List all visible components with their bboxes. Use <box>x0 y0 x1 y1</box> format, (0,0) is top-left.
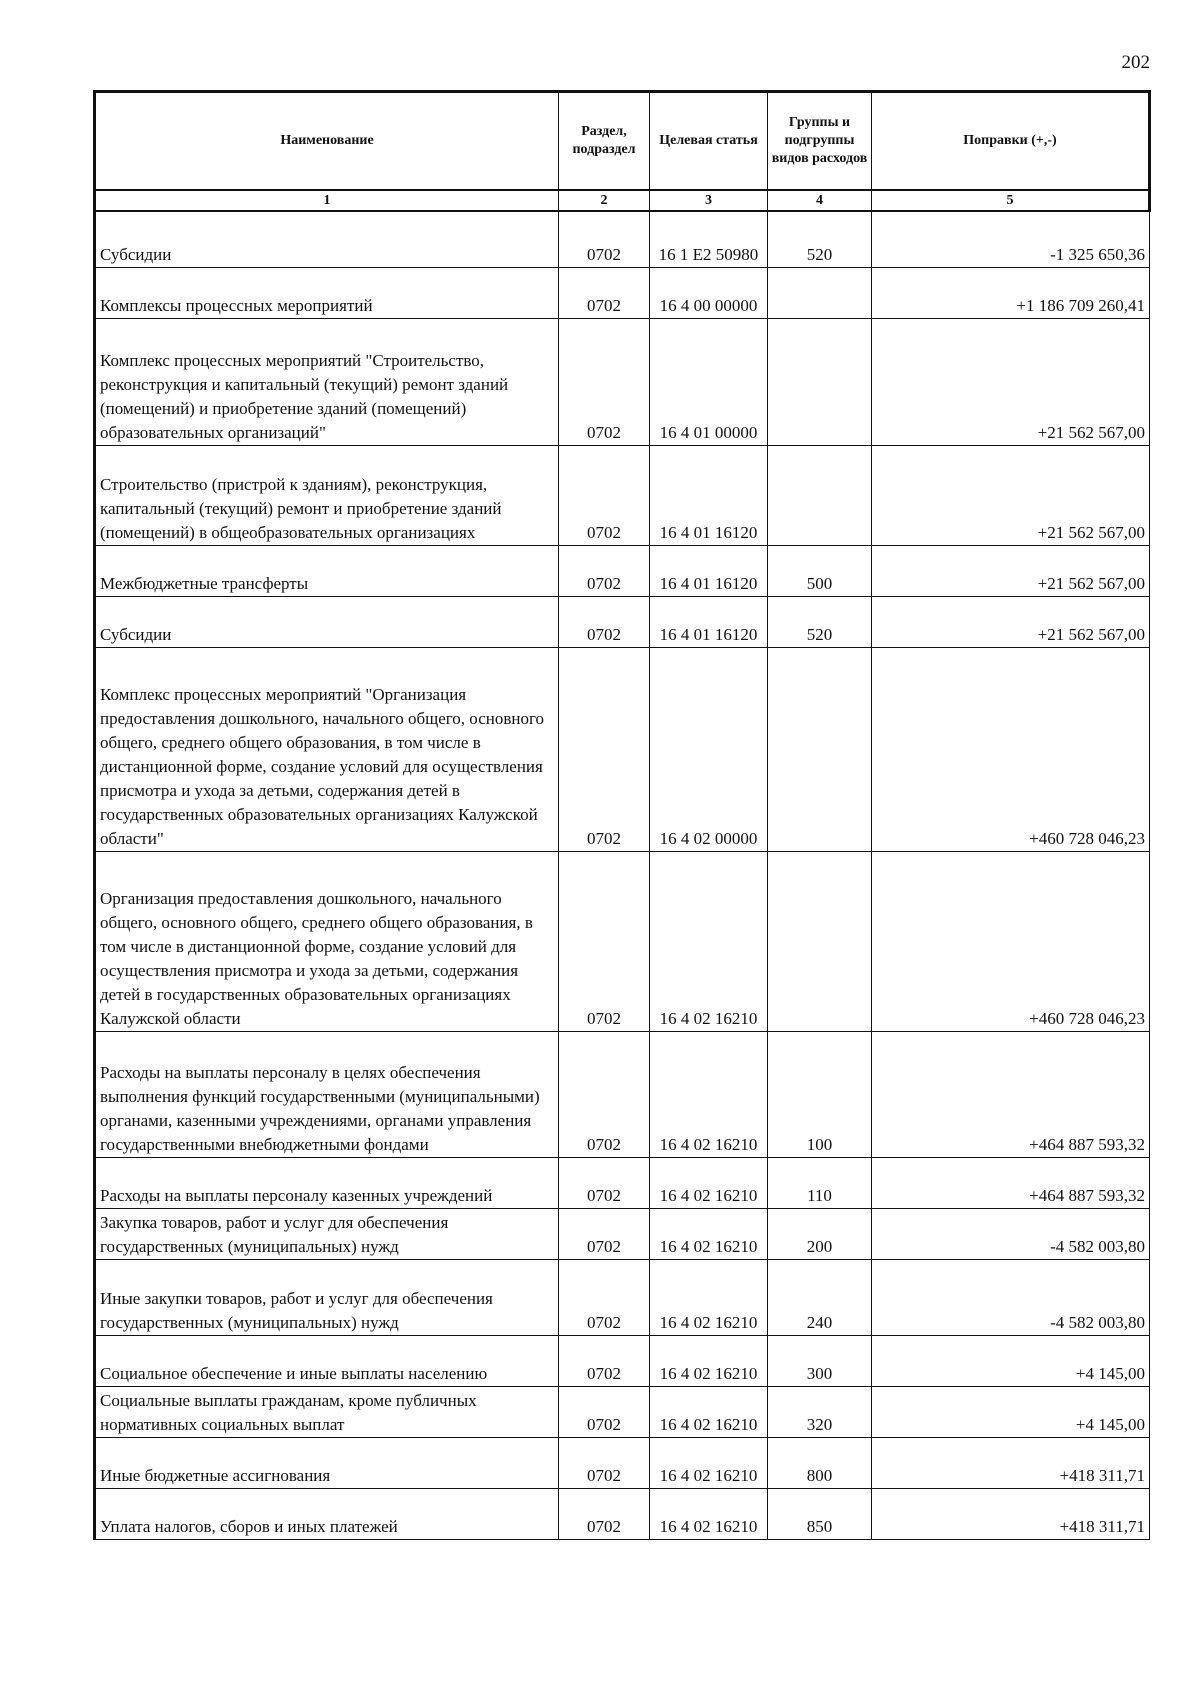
row-section: 0702 <box>559 1386 650 1437</box>
table-row <box>95 1335 1150 1386</box>
row-amount: +460 728 046,23 <box>872 647 1150 851</box>
table-row <box>95 851 1150 1031</box>
row-name: Комплекс процессных мероприятий "Строительство, реконструкция и капитальный (текущий) ремонт зданий (помещений) и приобретение зданий (помещений) образовательных организаций" <box>95 318 559 445</box>
row-group: 320 <box>768 1386 872 1437</box>
row-target: 16 4 02 16210 <box>650 851 768 1031</box>
row-section: 0702 <box>559 1488 650 1539</box>
row-name: Уплата налогов, сборов и иных платежей <box>95 1488 559 1539</box>
row-group: 850 <box>768 1488 872 1539</box>
row-section: 0702 <box>559 1031 650 1157</box>
row-name: Субсидии <box>95 211 559 267</box>
row-target: 16 4 01 00000 <box>650 318 768 445</box>
column-number: 1 <box>95 190 559 211</box>
table-row <box>95 647 1150 851</box>
row-amount: -4 582 003,80 <box>872 1208 1150 1259</box>
row-target: 16 4 02 16210 <box>650 1157 768 1208</box>
table-row <box>95 211 1150 267</box>
row-target: 16 1 Е2 50980 <box>650 211 768 267</box>
row-section: 0702 <box>559 1157 650 1208</box>
row-group: 100 <box>768 1031 872 1157</box>
row-section: 0702 <box>559 596 650 647</box>
row-group: 240 <box>768 1259 872 1335</box>
row-target: 16 4 02 16210 <box>650 1208 768 1259</box>
row-group: 500 <box>768 545 872 596</box>
table-row <box>95 545 1150 596</box>
row-section: 0702 <box>559 445 650 545</box>
row-section: 0702 <box>559 1208 650 1259</box>
column-number-row <box>95 190 1150 211</box>
row-target: 16 4 02 16210 <box>650 1488 768 1539</box>
row-target: 16 4 02 16210 <box>650 1031 768 1157</box>
row-section: 0702 <box>559 267 650 318</box>
row-group <box>768 647 872 851</box>
row-amount: +464 887 593,32 <box>872 1157 1150 1208</box>
row-target: 16 4 01 16120 <box>650 596 768 647</box>
table-row <box>95 1208 1150 1259</box>
row-group: 520 <box>768 211 872 267</box>
column-number: 2 <box>559 190 650 211</box>
row-amount: -1 325 650,36 <box>872 211 1150 267</box>
header-amendment: Поправки (+,-) <box>872 92 1150 191</box>
row-name: Расходы на выплаты персоналу в целях обеспечения выполнения функций государственными (муниципальными) органами, казенными учреждениями, органами управления государственными внебюджетными фондами <box>95 1031 559 1157</box>
table-row <box>95 445 1150 545</box>
row-amount: +418 311,71 <box>872 1437 1150 1488</box>
row-target: 16 4 02 00000 <box>650 647 768 851</box>
row-target: 16 4 02 16210 <box>650 1335 768 1386</box>
row-name: Социальные выплаты гражданам, кроме публичных нормативных социальных выплат <box>95 1386 559 1437</box>
row-section: 0702 <box>559 545 650 596</box>
column-number: 5 <box>872 190 1150 211</box>
table-row <box>95 267 1150 318</box>
row-amount: +21 562 567,00 <box>872 545 1150 596</box>
row-target: 16 4 02 16210 <box>650 1386 768 1437</box>
row-amount: +21 562 567,00 <box>872 445 1150 545</box>
row-name: Иные закупки товаров, работ и услуг для обеспечения государственных (муниципальных) нужд <box>95 1259 559 1335</box>
header-name: Наименование <box>95 92 559 191</box>
table-row <box>95 1488 1150 1539</box>
row-name: Комплексы процессных мероприятий <box>95 267 559 318</box>
row-group <box>768 445 872 545</box>
row-amount: +21 562 567,00 <box>872 596 1150 647</box>
row-group: 520 <box>768 596 872 647</box>
row-name: Расходы на выплаты персоналу казенных учреждений <box>95 1157 559 1208</box>
row-section: 0702 <box>559 1437 650 1488</box>
row-group <box>768 318 872 445</box>
row-section: 0702 <box>559 318 650 445</box>
row-name: Межбюджетные трансферты <box>95 545 559 596</box>
row-name: Организация предоставления дошкольного, начального общего, основного общего, среднего общего образования, в том числе в дистанционной форме, создание условий для осуществления присмотра и ухода за детьми, содержания детей в государственных образовательных организациях Калужской области <box>95 851 559 1031</box>
row-amount: +21 562 567,00 <box>872 318 1150 445</box>
row-name: Субсидии <box>95 596 559 647</box>
row-group <box>768 267 872 318</box>
header-section: Раздел, подраздел <box>559 92 650 191</box>
table-row <box>95 1259 1150 1335</box>
row-section: 0702 <box>559 647 650 851</box>
row-name: Строительство (пристрой к зданиям), реконструкция, капитальный (текущий) ремонт и приобретение зданий (помещений) в общеобразовательных организациях <box>95 445 559 545</box>
row-group: 800 <box>768 1437 872 1488</box>
row-target: 16 4 01 16120 <box>650 545 768 596</box>
table-row <box>95 1157 1150 1208</box>
row-amount: +464 887 593,32 <box>872 1031 1150 1157</box>
row-target: 16 4 00 00000 <box>650 267 768 318</box>
row-amount: +4 145,00 <box>872 1335 1150 1386</box>
row-name: Закупка товаров, работ и услуг для обеспечения государственных (муниципальных) нужд <box>95 1208 559 1259</box>
page-number: 202 <box>1121 52 1150 73</box>
column-number: 3 <box>650 190 768 211</box>
row-group <box>768 851 872 1031</box>
row-section: 0702 <box>559 211 650 267</box>
header-group: Группы и подгруппы видов расходов <box>768 92 872 191</box>
row-amount: -4 582 003,80 <box>872 1259 1150 1335</box>
row-target: 16 4 02 16210 <box>650 1259 768 1335</box>
row-amount: +4 145,00 <box>872 1386 1150 1437</box>
row-group: 300 <box>768 1335 872 1386</box>
row-section: 0702 <box>559 1259 650 1335</box>
row-name: Социальное обеспечение и иные выплаты населению <box>95 1335 559 1386</box>
header-row <box>95 92 1150 191</box>
row-name: Комплекс процессных мероприятий "Организация предоставления дошкольного, начального общего, основного общего, среднего общего образования, в том числе в дистанционной форме, создание условий для осуществления присмотра и ухода за детьми, содержания детей в государственных образовательных организациях Калужской области" <box>95 647 559 851</box>
row-name: Иные бюджетные ассигнования <box>95 1437 559 1488</box>
table-row <box>95 1437 1150 1488</box>
row-group: 110 <box>768 1157 872 1208</box>
table-row <box>95 1031 1150 1157</box>
row-target: 16 4 02 16210 <box>650 1437 768 1488</box>
row-target: 16 4 01 16120 <box>650 445 768 545</box>
row-section: 0702 <box>559 851 650 1031</box>
row-amount: +418 311,71 <box>872 1488 1150 1539</box>
budget-amendments-table <box>93 90 1151 1540</box>
row-amount: +1 186 709 260,41 <box>872 267 1150 318</box>
header-target: Целевая статья <box>650 92 768 191</box>
table-row <box>95 596 1150 647</box>
row-section: 0702 <box>559 1335 650 1386</box>
column-number: 4 <box>768 190 872 211</box>
row-amount: +460 728 046,23 <box>872 851 1150 1031</box>
table-row <box>95 1386 1150 1437</box>
table-row <box>95 318 1150 445</box>
row-group: 200 <box>768 1208 872 1259</box>
